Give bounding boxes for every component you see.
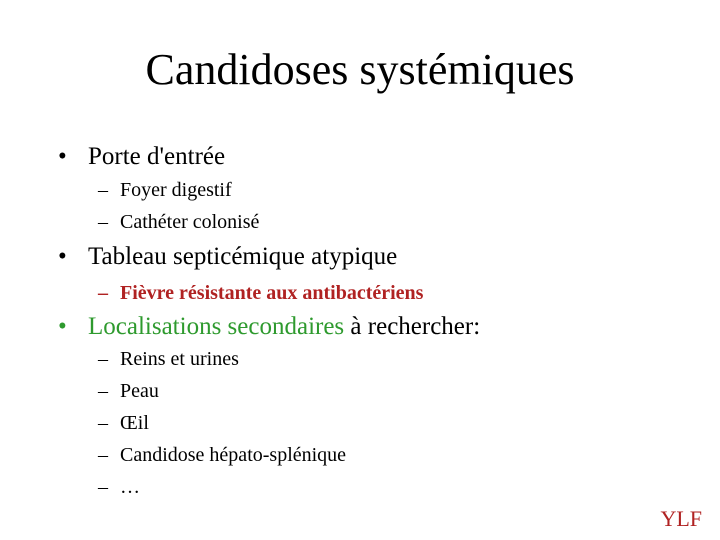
bullet-icon: •	[58, 143, 67, 170]
subitem-label: Peau	[120, 380, 159, 402]
dash-icon: –	[98, 444, 108, 466]
bullet-tableau-septicemique	[58, 242, 397, 272]
bullet-label: Tableau septicémique atypique	[88, 243, 398, 270]
subitem-ellipsis	[98, 475, 140, 499]
subitem-peau	[98, 379, 159, 403]
dash-icon: –	[98, 179, 108, 201]
bullet-icon: •	[58, 313, 67, 340]
dash-icon: –	[98, 476, 108, 498]
bullet-label-highlight: Localisations secondaires	[88, 313, 345, 340]
author-initials: YLF	[660, 506, 702, 531]
subitem-label: Œil	[120, 412, 149, 434]
subitem-label: …	[120, 476, 140, 498]
dash-icon: –	[98, 211, 108, 233]
dash-icon: –	[98, 282, 108, 304]
subitem-reins-urines	[98, 347, 239, 371]
slide-title: Candidoses systémiques	[145, 45, 575, 94]
dash-icon: –	[98, 380, 108, 402]
subitem-label-emphasis: Fièvre résistante aux antibactériens	[120, 282, 424, 304]
dash-icon: –	[98, 412, 108, 434]
bullet-label: Porte d'entrée	[88, 143, 226, 170]
subitem-label: Candidose hépato-splénique	[120, 444, 347, 466]
subitem-fievre-resistante	[98, 281, 423, 305]
subitem-foyer-digestif	[98, 178, 232, 202]
subitem-label: Reins et urines	[120, 348, 239, 370]
bullet-localisations-secondaires	[58, 312, 480, 342]
subitem-label: Foyer digestif	[120, 179, 232, 201]
subitem-candidose-hepato-splenique	[98, 443, 346, 467]
subitem-catheter-colonise	[98, 210, 259, 234]
bullet-porte-entree	[58, 142, 225, 172]
bullet-label-rest: à rechercher:	[344, 313, 481, 340]
bullet-icon: •	[58, 243, 67, 270]
subitem-oeil	[98, 411, 149, 435]
dash-icon: –	[98, 348, 108, 370]
subitem-label: Cathéter colonisé	[120, 211, 260, 233]
